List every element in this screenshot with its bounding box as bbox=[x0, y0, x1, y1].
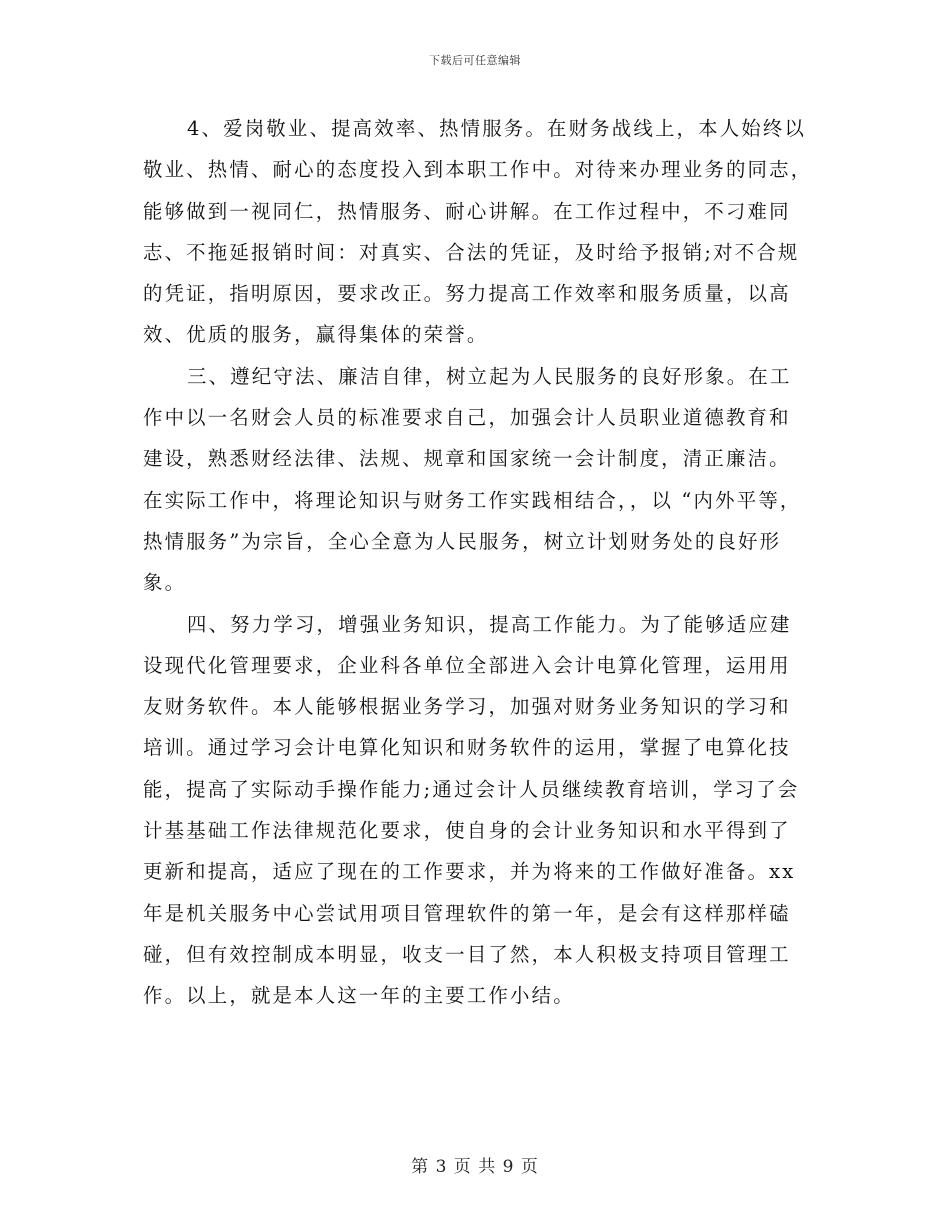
paragraph-line: 计基基础工作法律规范化要求，使自身的会计业务知识和水平得到了 bbox=[143, 819, 791, 843]
paragraph-line: 友财务软件。本人能够根据业务学习，加强对财务业务知识的学习和 bbox=[143, 695, 791, 719]
paragraph-line: 4、爱岗敬业、提高效率、热情服务。在财务战线上，本人始终以 bbox=[187, 117, 807, 140]
paragraph-line: 建设，熟悉财经法律、法规、规章和国家统一会计制度，清正廉洁。 bbox=[143, 447, 791, 471]
paragraph-line: 效、优质的服务，赢得集体的荣誉。 bbox=[143, 323, 489, 347]
paragraph-line: 碰，但有效控制成本明显，收支一目了然，本人积极支持项目管理工 bbox=[143, 942, 791, 966]
paragraph-line: 志、不拖延报销时间：对真实、合法的凭证，及时给予报销;对不合规 bbox=[143, 240, 800, 264]
paragraph-section-three-integrity bbox=[143, 356, 807, 604]
paragraph-line: 年是机关服务中心尝试用项目管理软件的第一年，是会有这样那样磕 bbox=[143, 901, 791, 925]
paragraph-line: 象。 bbox=[143, 571, 187, 595]
document-body bbox=[143, 108, 813, 1017]
paragraph-line: 热情服务”为宗旨，全心全意为人民服务，树立计划财务处的良好形 bbox=[143, 529, 782, 553]
paragraph-line: 培训。通过学习会计电算化知识和财务软件的运用，掌握了电算化技 bbox=[143, 736, 791, 760]
paragraph-line: 更新和提高，适应了现在的工作要求，并为将来的工作做好准备。xx bbox=[143, 860, 796, 884]
page-header: 下载后可任意编辑 bbox=[429, 54, 521, 67]
paragraph-line: 作。以上，就是本人这一年的主要工作小结。 bbox=[143, 984, 575, 1008]
page-number-footer: 第 3 页 共 9 页 bbox=[411, 1157, 539, 1177]
paragraph-4-job-dedication bbox=[143, 108, 813, 356]
paragraph-line: 三、遵纪守法、廉洁自律，树立起为人民服务的良好形象。在工 bbox=[187, 364, 792, 388]
paragraph-line: 能，提高了实际动手操作能力;通过会计人员继续教育培训，学习了会 bbox=[143, 777, 800, 801]
paragraph-line: 四、努力学习，增强业务知识，提高工作能力。为了能够适应建 bbox=[187, 612, 792, 636]
paragraph-line: 能够做到一视同仁，热情服务、耐心讲解。在工作过程中，不刁难同 bbox=[143, 199, 791, 223]
paragraph-line: 设现代化管理要求，企业科各单位全部进入会计电算化管理，运用用 bbox=[143, 653, 791, 677]
paragraph-line: 敬业、热情、耐心的态度投入到本职工作中。对待来办理业务的同志， bbox=[143, 158, 813, 182]
paragraph-line: 在实际工作中，将理论知识与财务工作实践相结合，，以 “内外平等， bbox=[143, 488, 802, 512]
paragraph-line: 的凭证，指明原因，要求改正。努力提高工作效率和服务质量，以高 bbox=[143, 282, 791, 306]
paragraph-section-four-learning bbox=[143, 604, 807, 1017]
paragraph-line: 作中以一名财会人员的标准要求自己，加强会计人员职业道德教育和 bbox=[143, 406, 791, 430]
